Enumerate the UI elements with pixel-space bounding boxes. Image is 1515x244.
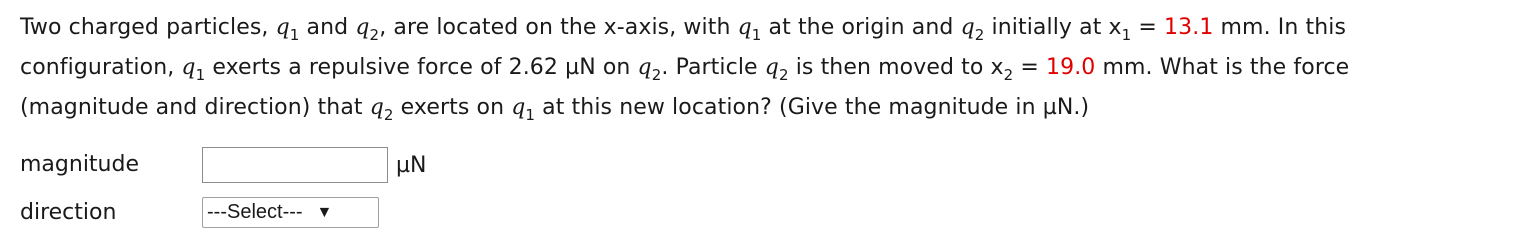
subscript: 2 xyxy=(369,26,380,44)
problem-line-1 xyxy=(20,8,1505,48)
magnitude-row xyxy=(20,147,426,183)
magnitude-unit: µN xyxy=(396,152,427,178)
text: = xyxy=(1131,15,1165,40)
direction-select[interactable] xyxy=(202,197,379,228)
subscript: 1 xyxy=(751,26,762,44)
text: initially at x xyxy=(984,15,1122,40)
problem-text xyxy=(20,8,1505,128)
q-var: q xyxy=(511,95,526,120)
subscript: 2 xyxy=(383,106,394,124)
magnitude-input[interactable] xyxy=(202,147,388,183)
dropdown-arrow-icon: ▼ xyxy=(316,203,333,221)
subscript: 1 xyxy=(525,106,536,124)
text: Two charged particles, xyxy=(20,15,276,40)
x1-value: 13.1 xyxy=(1164,15,1214,40)
text: at the origin and xyxy=(761,15,961,40)
text: mm. In this xyxy=(1213,15,1347,40)
subscript: 1 xyxy=(195,66,206,84)
x2-value: 19.0 xyxy=(1046,55,1096,80)
text: at this new location? (Give the magnitude in µN.) xyxy=(535,95,1090,120)
subscript: 1 xyxy=(1121,26,1132,44)
text: configuration, xyxy=(20,55,182,80)
q-var: q xyxy=(181,55,196,80)
text: (magnitude and direction) that xyxy=(20,95,370,120)
q-var: q xyxy=(275,15,290,40)
problem-line-2 xyxy=(20,48,1505,88)
q-var: q xyxy=(764,55,779,80)
text: . Particle xyxy=(661,55,765,80)
magnitude-label: magnitude xyxy=(20,152,140,177)
text: mm. What is the force xyxy=(1095,55,1350,80)
subscript: 2 xyxy=(974,26,985,44)
q-var: q xyxy=(737,15,752,40)
subscript: 2 xyxy=(1003,66,1014,84)
subscript: 2 xyxy=(651,66,662,84)
direction-label: direction xyxy=(20,199,117,225)
problem-line-3 xyxy=(20,88,1505,128)
text: exerts a repulsive force of 2.62 µN on xyxy=(205,55,638,80)
q-var: q xyxy=(637,55,652,80)
subscript: 2 xyxy=(778,66,789,84)
direction-selected-value: ---Select--- xyxy=(207,201,303,223)
text: and xyxy=(299,15,356,40)
direction-row xyxy=(20,197,379,228)
text: = xyxy=(1013,55,1047,80)
subscript: 1 xyxy=(289,26,300,44)
text: , are located on the x-axis, with xyxy=(379,15,738,40)
text: is then moved to x xyxy=(788,55,1004,80)
text: exerts on xyxy=(393,95,512,120)
q-var: q xyxy=(355,15,370,40)
q-var: q xyxy=(369,95,384,120)
q-var: q xyxy=(960,15,975,40)
